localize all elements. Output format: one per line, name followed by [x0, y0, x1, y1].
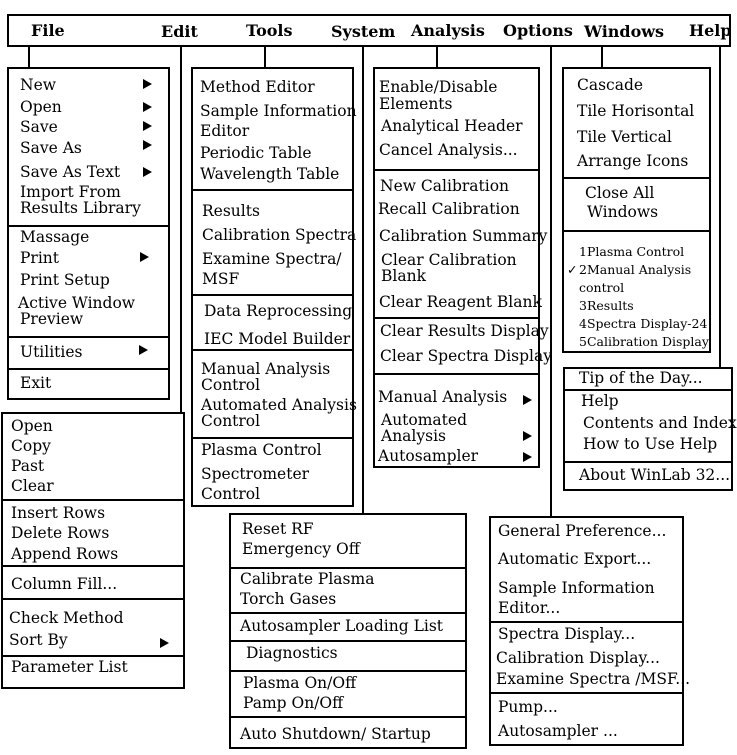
- file-save-as-arrow-icon: [143, 140, 152, 150]
- options-automatic-export[interactable]: Automatic Export...: [498, 550, 652, 568]
- edit-sep-4: [1, 655, 185, 657]
- edit-parameter-list[interactable]: Parameter List: [11, 658, 128, 676]
- file-active-window[interactable]: Active Window: [18, 294, 136, 312]
- edit-delete-rows[interactable]: Delete Rows: [11, 524, 110, 542]
- windows-plasma-control[interactable]: 1Plasma Control: [579, 244, 685, 259]
- file-print[interactable]: Print: [20, 249, 60, 267]
- edit-past[interactable]: Past: [11, 457, 45, 475]
- file-print-arrow-icon: [140, 252, 149, 262]
- edit-sort-by[interactable]: Sort By: [9, 631, 68, 649]
- connector-edit: [180, 46, 182, 413]
- file-results-library[interactable]: Results Library: [20, 199, 141, 217]
- windows-close-all-windows[interactable]: Windows: [587, 203, 659, 221]
- tools-results[interactable]: Results: [202, 202, 260, 220]
- menu-edit[interactable]: Edit: [161, 22, 198, 41]
- analysis-recall-calibration[interactable]: Recall Calibration: [378, 200, 520, 218]
- system-auto-shutdown-startup[interactable]: Auto Shutdown/ Startup: [240, 725, 431, 743]
- file-massage[interactable]: Massage: [20, 228, 90, 246]
- analysis-clear-calibration-blank[interactable]: Blank: [381, 267, 426, 285]
- connector-windows: [601, 46, 603, 68]
- menu-help[interactable]: Help: [689, 21, 732, 40]
- file-utilities[interactable]: Utilities: [20, 343, 83, 361]
- file-new-arrow-icon: [143, 79, 152, 89]
- tools-iec-model-builder[interactable]: IEC Model Builder: [204, 330, 351, 348]
- tools-sep-3: [191, 349, 354, 351]
- options-calibration-display[interactable]: Calibration Display...: [496, 649, 660, 667]
- edit-sep-1: [1, 499, 185, 501]
- tools-msf[interactable]: MSF: [202, 270, 240, 288]
- edit-sep-2: [1, 565, 185, 567]
- tools-manual-analysis-control[interactable]: Control: [201, 376, 261, 394]
- windows-cascade[interactable]: Cascade: [577, 76, 644, 94]
- edit-insert-rows[interactable]: Insert Rows: [11, 504, 106, 522]
- help-sep-2: [563, 461, 733, 463]
- connector-analysis: [436, 46, 438, 68]
- windows-tile-horisontal[interactable]: Tile Horisontal: [577, 102, 695, 120]
- analysis-manual-analysis-arrow-icon: [523, 395, 532, 405]
- connector-options: [550, 46, 552, 516]
- analysis-clear-spectra-display[interactable]: Clear Spectra Display: [380, 347, 552, 365]
- analysis-calibration-summary[interactable]: Calibration Summary: [379, 227, 548, 245]
- options-pump[interactable]: Pump...: [498, 698, 558, 716]
- analysis-manual-analysis[interactable]: Manual Analysis: [378, 388, 508, 406]
- system-autosampler-loading-list[interactable]: Autosampler Loading List: [240, 617, 444, 635]
- windows-arrange-icons[interactable]: Arrange Icons: [577, 152, 689, 170]
- file-save-as[interactable]: Save As: [20, 139, 82, 157]
- analysis-elements[interactable]: Elements: [379, 95, 453, 113]
- connector-tools: [264, 46, 266, 68]
- system-torch-gases[interactable]: Torch Gases: [240, 590, 337, 608]
- analysis-autosampler[interactable]: Autosampler: [378, 447, 479, 465]
- help-help[interactable]: Help: [581, 392, 619, 410]
- help-tip-of-the-day[interactable]: Tip of the Day...: [579, 369, 703, 387]
- edit-sep-3: [1, 598, 185, 600]
- system-sep-2: [229, 612, 467, 614]
- file-sep-3: [7, 368, 170, 370]
- edit-copy[interactable]: Copy: [11, 437, 51, 455]
- options-examine-spectra-msf[interactable]: Examine Spectra /MSF...: [496, 670, 691, 688]
- menu-analysis[interactable]: Analysis: [411, 21, 485, 40]
- windows-results[interactable]: 3Results: [579, 298, 634, 313]
- system-emergency-off[interactable]: Emergency Off: [242, 540, 360, 558]
- analysis-automated-arrow-icon: [523, 431, 532, 441]
- system-sep-1: [229, 567, 467, 569]
- file-import-from[interactable]: Import From: [20, 183, 121, 201]
- system-calibrate-plasma[interactable]: Calibrate Plasma: [240, 570, 375, 588]
- system-sep-5: [229, 716, 467, 718]
- tools-spectrometer-control[interactable]: Control: [201, 485, 261, 503]
- tools-periodic-table[interactable]: Periodic Table: [200, 144, 312, 162]
- analysis-autosampler-arrow-icon: [523, 452, 532, 462]
- system-reset-rf[interactable]: Reset RF: [242, 520, 314, 538]
- options-sep-1: [489, 621, 684, 623]
- windows-calibration-display[interactable]: 5Calibration Display: [579, 334, 709, 349]
- analysis-sep-1: [373, 169, 540, 171]
- file-save-arrow-icon: [143, 121, 152, 131]
- connector-file: [28, 46, 30, 68]
- edit-append-rows[interactable]: Append Rows: [11, 545, 119, 563]
- options-sep-2: [489, 692, 684, 694]
- system-diagnostics[interactable]: Diagnostics: [246, 644, 338, 662]
- analysis-automated-analysis[interactable]: Analysis: [381, 427, 446, 445]
- file-save[interactable]: Save: [20, 118, 58, 136]
- tools-editor[interactable]: Editor: [200, 122, 250, 140]
- connector-system: [362, 46, 364, 513]
- analysis-clear-reagent-blank[interactable]: Clear Reagent Blank: [379, 293, 542, 311]
- tools-manual-analysis[interactable]: Manual Analysis: [201, 360, 331, 378]
- file-save-as-text[interactable]: Save As Text: [20, 163, 121, 181]
- file-preview[interactable]: Preview: [20, 310, 84, 328]
- analysis-sep-3: [373, 373, 540, 375]
- file-sep-2: [7, 336, 170, 338]
- tools-sep-2: [191, 294, 354, 296]
- edit-clear[interactable]: Clear: [11, 477, 54, 495]
- menu-options[interactable]: Options: [503, 21, 573, 40]
- file-print-setup[interactable]: Print Setup: [20, 271, 110, 289]
- help-sep-1: [563, 389, 733, 391]
- analysis-enable-disable[interactable]: Enable/Disable: [379, 78, 498, 96]
- edit-sort-by-arrow-icon: [160, 638, 169, 648]
- menu-windows[interactable]: Windows: [584, 22, 665, 41]
- windows-spectra-display[interactable]: 4Spectra Display-24: [579, 316, 708, 331]
- tools-plasma-control[interactable]: Plasma Control: [201, 441, 322, 459]
- tools-sep-4: [191, 437, 354, 439]
- system-pump-onoff[interactable]: Pamp On/Off: [243, 694, 344, 712]
- tools-method-editor[interactable]: Method Editor: [200, 78, 315, 96]
- help-about-winlab[interactable]: About WinLab 32...: [579, 466, 731, 484]
- menu-system[interactable]: System: [331, 22, 396, 41]
- tools-sample-information[interactable]: Sample Information: [200, 102, 357, 120]
- file-sep-1: [7, 225, 170, 227]
- help-how-to-use-help[interactable]: How to Use Help: [583, 435, 718, 453]
- tools-calibration-spectra[interactable]: Calibration Spectra: [202, 226, 357, 244]
- file-open-arrow-icon: [143, 102, 152, 112]
- menu-tools[interactable]: Tools: [246, 21, 293, 40]
- edit-open[interactable]: Open: [11, 417, 53, 435]
- analysis-clear-calibration[interactable]: Clear Calibration: [381, 251, 517, 269]
- tools-spectrometer[interactable]: Spectrometer: [201, 465, 310, 483]
- file-new[interactable]: New: [20, 76, 57, 94]
- connector-help: [719, 46, 721, 367]
- windows-tile-vertical[interactable]: Tile Vertical: [577, 128, 672, 146]
- windows-manual-analysis[interactable]: 2Manual Analysis: [579, 262, 692, 277]
- edit-column-fill[interactable]: Column Fill...: [11, 575, 118, 593]
- file-save-as-text-arrow-icon: [143, 167, 152, 177]
- system-sep-4: [229, 670, 467, 672]
- file-utilities-arrow-icon: [139, 345, 148, 355]
- analysis-new-calibration[interactable]: New Calibration: [380, 177, 510, 195]
- tools-automated-analysis[interactable]: Automated Analysis: [201, 396, 357, 414]
- file-open[interactable]: Open: [20, 98, 62, 116]
- system-sep-3: [229, 640, 467, 642]
- options-editor[interactable]: Editor...: [498, 599, 561, 617]
- options-general-preference[interactable]: General Preference...: [498, 522, 667, 540]
- windows-sep-2: [562, 230, 711, 232]
- options-sample-information[interactable]: Sample Information: [498, 579, 655, 597]
- check-icon: ✓: [567, 262, 578, 277]
- menu-file[interactable]: File: [31, 21, 65, 40]
- windows-close-all[interactable]: Close All: [585, 184, 655, 202]
- tools-wavelength-table[interactable]: Wavelength Table: [200, 165, 340, 183]
- help-contents-and-index[interactable]: Contents and Index: [583, 414, 737, 432]
- analysis-sep-2: [373, 317, 540, 319]
- tools-sep-1: [191, 189, 354, 191]
- tools-automated-analysis-control[interactable]: Control: [201, 412, 261, 430]
- analysis-analytical-header[interactable]: Analytical Header: [381, 117, 523, 135]
- analysis-cancel-analysis[interactable]: Cancel Analysis...: [379, 141, 518, 159]
- tools-examine-spectra[interactable]: Examine Spectra/: [202, 250, 342, 268]
- edit-check-method[interactable]: Check Method: [9, 609, 124, 627]
- windows-manual-analysis-control[interactable]: control: [579, 280, 625, 295]
- options-spectra-display[interactable]: Spectra Display...: [498, 625, 636, 643]
- options-autosampler[interactable]: Autosampler ...: [498, 722, 618, 740]
- file-exit[interactable]: Exit: [20, 374, 52, 392]
- analysis-automated[interactable]: Automated: [381, 411, 467, 429]
- system-plasma-onoff[interactable]: Plasma On/Off: [243, 674, 357, 692]
- tools-data-reprocessing[interactable]: Data Reprocessing: [204, 302, 353, 320]
- windows-sep-1: [562, 177, 711, 179]
- analysis-clear-results-display[interactable]: Clear Results Display: [380, 322, 549, 340]
